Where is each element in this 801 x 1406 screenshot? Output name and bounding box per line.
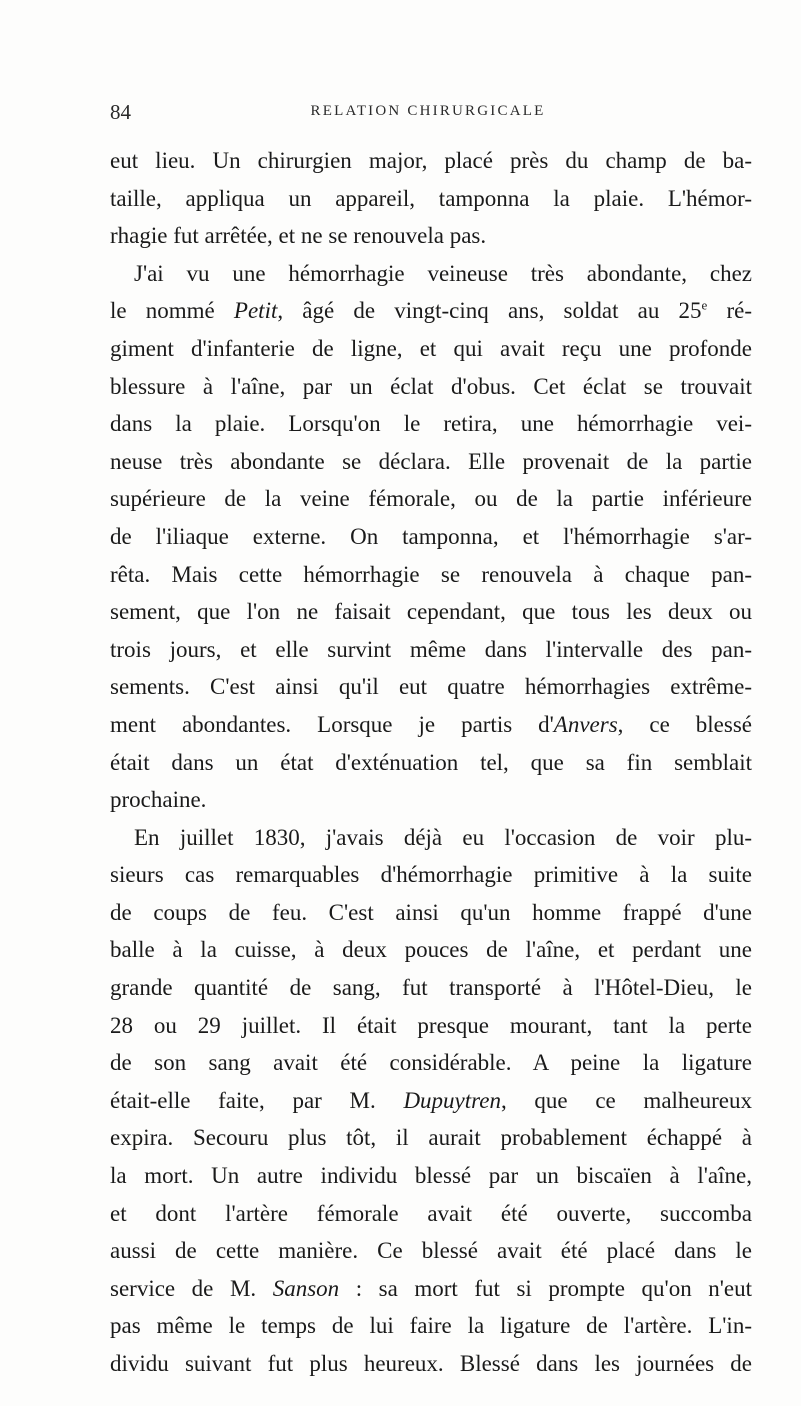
text-line: et dont l'artère fémorale avait été ouverte, succomba [110,1200,752,1226]
superscript: e [701,297,708,313]
text-line: service de M. Sanson : sa mort fut si prompte qu'on n'eut [110,1275,752,1301]
text-line: était dans un état d'exténuation tel, que sa fin semblait [110,749,752,775]
text-line: de l'iliaque externe. On tamponna, et l'hémorrhagie s'ar- [110,523,752,549]
text-line: prochaine. [110,787,207,813]
text-line: giment d'infanterie de ligne, et qui avait reçu une profonde [110,335,752,361]
text-line: taille, appliqua un appareil, tamponna la plaie. L'hémor- [110,185,752,211]
text-line: dans la plaie. Lorsqu'on le retira, une hémorrhagie vei- [110,411,752,437]
text-line: de coups de feu. C'est ainsi qu'un homme frappé d'une [110,899,752,925]
text-line: sieurs cas remarquables d'hémorrhagie primitive à la suite [110,862,752,888]
text-line: neuse très abondante se déclara. Elle provenait de la partie [110,448,752,474]
text-line: eut lieu. Un chirurgien major, placé près du champ de ba- [110,148,752,173]
running-title: RELATION CHIRURGICALE [310,103,546,119]
italic-name: Dupuytren [403,1087,501,1113]
text-line: aussi de cette manière. Ce blessé avait été placé dans le [110,1238,752,1264]
text-line: grande quantité de sang, fut transporté à l'Hôtel-Dieu, le [110,975,752,1001]
text-line: la mort. Un autre individu blessé par un biscaïen à l'aîne, [110,1163,752,1189]
text-line: trois jours, et elle survint même dans l'intervalle des pan- [110,636,752,662]
body-text [110,142,752,1383]
running-header [110,100,746,126]
italic-name: Petit [233,298,278,324]
text-line: En juillet 1830, j'avais déjà eu l'occasion de voir plu- [134,824,752,850]
text-line: pas même le temps de lui faire la ligature de l'artère. L'in- [110,1313,752,1339]
text-line: rêta. Mais cette hémorrhagie se renouvela à chaque pan- [110,561,752,587]
text-line: supérieure de la veine fémorale, ou de la partie inférieure [110,486,752,512]
italic-name: Anvers [553,711,618,737]
text-line: ment abondantes. Lorsque je partis d'Anvers, ce blessé [110,711,752,737]
text-line: le nommé Petit, âgé de vingt-cinq ans, soldat au 25e ré- [110,297,752,324]
text-line: expira. Secouru plus tôt, il aurait probablement échappé à [110,1125,752,1151]
text-line: blessure à l'aîne, par un éclat d'obus. Cet éclat se trouvait [110,373,752,399]
text-line: J'ai vu une hémorrhagie veineuse très abondante, chez [134,260,752,286]
page-number: 84 [110,100,131,124]
text-line: sements. C'est ainsi qu'il eut quatre hémorrhagies extrême- [110,674,752,700]
text-line: sement, que l'on ne faisait cependant, que tous les deux ou [110,599,752,625]
text-line: de son sang avait été considérable. A peine la ligature [110,1050,752,1076]
italic-name: Sanson [272,1275,340,1301]
text-line: 28 ou 29 juillet. Il était presque mourant, tant la perte [110,1012,752,1038]
text-line: balle à la cuisse, à deux pouces de l'aîne, et perdant une [110,937,752,963]
text-line: dividu suivant fut plus heureux. Blessé dans les journées de [110,1351,752,1376]
text-line: rhagie fut arrêtée, et ne se renouvela pas. [110,223,487,249]
text-line: était-elle faite, par M. Dupuytren, que ce malheureux [110,1087,752,1113]
